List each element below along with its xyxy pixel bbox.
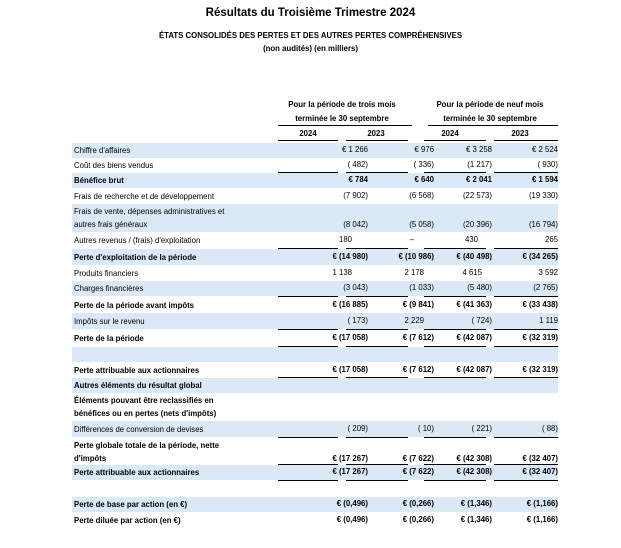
cell-value: € (0,266) [402, 499, 434, 508]
cell-value: (5 480) [467, 283, 492, 292]
table-row [72, 465, 558, 480]
three-months-header-line1: Pour la période de trois mois [288, 100, 396, 109]
cell-value: € (42 308) [456, 454, 492, 463]
table-row [72, 421, 558, 437]
nine-months-header-line2: terminée le 30 septembre [443, 114, 537, 123]
cell-value: 3 592 [538, 268, 558, 277]
cell-value: € (7 622) [402, 467, 434, 476]
table-row [72, 313, 558, 329]
cell-value: 1 119 [539, 316, 558, 325]
row-label: Perte globale totale de la période, nette [74, 441, 220, 450]
cell-value: 4 615 [462, 268, 482, 277]
year-header-4: 2023 [511, 129, 529, 138]
row-label: Perte de la période [74, 334, 144, 343]
cell-value: (20 396) [462, 220, 492, 229]
three-months-header [272, 98, 412, 126]
cell-value: € (7 612) [402, 365, 434, 374]
year-header-3: 2024 [441, 129, 459, 138]
spacer-row [72, 481, 558, 497]
cell-value: (22 573) [462, 191, 492, 200]
row-label: Coût des biens vendus [74, 161, 154, 170]
table-row [72, 378, 558, 393]
year-header-1: 2024 [299, 129, 317, 138]
cell-value: € (40 498) [456, 252, 492, 261]
cell-value: € (17 058) [332, 365, 368, 374]
cell-value: € (17 058) [332, 333, 368, 342]
cell-value: € (1,346) [460, 499, 492, 508]
cell-value: € 1 594 [531, 175, 558, 184]
cell-value: ( 482) [347, 160, 368, 169]
cell-value: € 3 258 [465, 145, 492, 154]
row-label: Bénéfice brut [74, 176, 124, 185]
table-row [72, 173, 558, 188]
table-row [72, 204, 558, 232]
cell-value: 265 [544, 235, 558, 244]
table-row [72, 158, 558, 173]
table-row [72, 232, 558, 248]
spacer-row [72, 347, 558, 362]
cell-value: € (0,496) [336, 515, 368, 524]
table-row [72, 497, 558, 512]
row-label: Frais de vente, dépenses administratives et [74, 207, 225, 216]
cell-value: € (32 319) [522, 365, 558, 374]
cell-value: € (7 622) [402, 454, 434, 463]
nine-months-header-line1: Pour la période de neuf mois [436, 100, 544, 109]
three-months-header-line2: terminée le 30 septembre [295, 114, 389, 123]
nine-months-header [420, 98, 560, 126]
cell-value: ( 221) [471, 424, 492, 433]
row-label: Différences de conversion de devises [74, 425, 204, 434]
year-underline-4 [494, 140, 558, 141]
table-row [72, 281, 558, 296]
table-row [72, 143, 558, 158]
cell-value: (6 568) [409, 191, 434, 200]
row-label: Perte d'exploitation de la période [74, 253, 197, 262]
table-row [72, 330, 558, 346]
row-label-continued: autres frais généraux [74, 220, 148, 229]
cell-value: (8 042) [343, 220, 368, 229]
cell-value: (19 330) [528, 191, 558, 200]
row-label: Frais de recherche et de développement [74, 192, 214, 201]
nine-months-underline [428, 125, 558, 126]
cell-value: € (1,346) [460, 515, 492, 524]
cell-value: ( 336) [413, 160, 434, 169]
cell-value: ( 209) [347, 424, 368, 433]
cell-value: ( 10) [417, 424, 434, 433]
cell-value: € (0,496) [336, 499, 368, 508]
cell-value: € (34 265) [522, 252, 558, 261]
table-row [72, 265, 558, 281]
statement-title: ÉTATS CONSOLIDÉS DES PERTES ET DES AUTRES PERTES COMPRÉHENSIVES [158, 31, 463, 40]
cell-value: € (1,166) [526, 499, 558, 508]
table-row [72, 297, 558, 313]
table-row [72, 438, 558, 466]
cell-value: € (0,266) [402, 515, 434, 524]
table-row [72, 249, 558, 265]
cell-value: ( 724) [471, 316, 492, 325]
cell-value: € (14 980) [332, 252, 368, 261]
year-header-2: 2023 [367, 129, 385, 138]
row-label-continued: d'impôts [74, 454, 107, 463]
cell-value: € (9 841) [402, 300, 434, 309]
cell-value: € 2 524 [531, 145, 558, 154]
cell-value: (5 058) [409, 220, 434, 229]
cell-value: € (7 612) [402, 333, 434, 342]
row-label-continued: bénéfices ou en pertes (nets d'impôts) [74, 409, 217, 418]
statement-note: (non audités) (en milliers) [263, 44, 358, 53]
cell-value: € (33 438) [522, 300, 558, 309]
row-label: Éléments pouvant être reclassifiés en [74, 396, 214, 405]
cell-value: ( 173) [347, 316, 368, 325]
year-underline-1 [278, 140, 338, 141]
cell-value: € (17 267) [332, 454, 368, 463]
cell-value: (3 043) [343, 283, 368, 292]
row-label: Produits financiers [74, 269, 139, 278]
page-title: Résultats du Troisième Trimestre 2024 [205, 7, 416, 19]
cell-value: € (32 407) [522, 454, 558, 463]
cell-value: ( 930) [537, 160, 558, 169]
row-label: Perte de la période avant impôts [74, 301, 195, 310]
year-underline-2 [346, 140, 408, 141]
cell-value: – [409, 235, 414, 244]
cell-value: € (42 308) [456, 467, 492, 476]
cell-value: (1 033) [409, 283, 434, 292]
cell-value: € (32 407) [522, 467, 558, 476]
cell-value: 1 138 [332, 268, 352, 277]
row-label: Impôts sur le revenu [74, 317, 145, 326]
row-label: Perte diluée par action (en €) [74, 516, 181, 525]
cell-value: (7 902) [343, 191, 368, 200]
row-label: Autres éléments du résultat global [74, 381, 202, 390]
row-label: Chiffre d'affaires [74, 146, 131, 155]
cell-value: € (41 363) [456, 300, 492, 309]
cell-value: € (42 087) [456, 365, 492, 374]
cell-value: (2 765) [533, 283, 558, 292]
row-label: Perte de base par action (en €) [74, 500, 188, 509]
cell-value: € (16 885) [332, 300, 368, 309]
cell-value: (1 217) [467, 160, 492, 169]
three-months-underline [278, 125, 412, 126]
table-row [72, 189, 558, 204]
cell-value: € 1 266 [341, 145, 368, 154]
row-label: Autres revenus / (frais) d'exploitation [74, 236, 201, 245]
cell-value: € (1,166) [526, 515, 558, 524]
cell-value: 2 178 [404, 268, 424, 277]
cell-value: € (17 267) [332, 467, 368, 476]
cell-value: € (42 087) [456, 333, 492, 342]
cell-value: € 976 [414, 145, 434, 154]
cell-value: € (10 986) [398, 252, 434, 261]
table-row [72, 362, 558, 378]
cell-value: 430 [464, 235, 478, 244]
row-label: Perte attribuable aux actionnaires [74, 366, 200, 375]
cell-value: (16 794) [528, 220, 558, 229]
cell-value: 180 [338, 235, 352, 244]
cell-value: ( 88) [541, 424, 558, 433]
cell-value: € 640 [414, 175, 434, 184]
table-row [72, 393, 558, 421]
cell-value: € (32 319) [522, 333, 558, 342]
cell-value: € 2 041 [465, 175, 492, 184]
cell-value: € 784 [348, 175, 368, 184]
year-underline-3 [424, 140, 486, 141]
row-label: Charges financières [74, 284, 144, 293]
table-row [72, 512, 558, 528]
row-label: Perte attribuable aux actionnaires [74, 468, 200, 477]
cell-value: 2 229 [404, 316, 424, 325]
